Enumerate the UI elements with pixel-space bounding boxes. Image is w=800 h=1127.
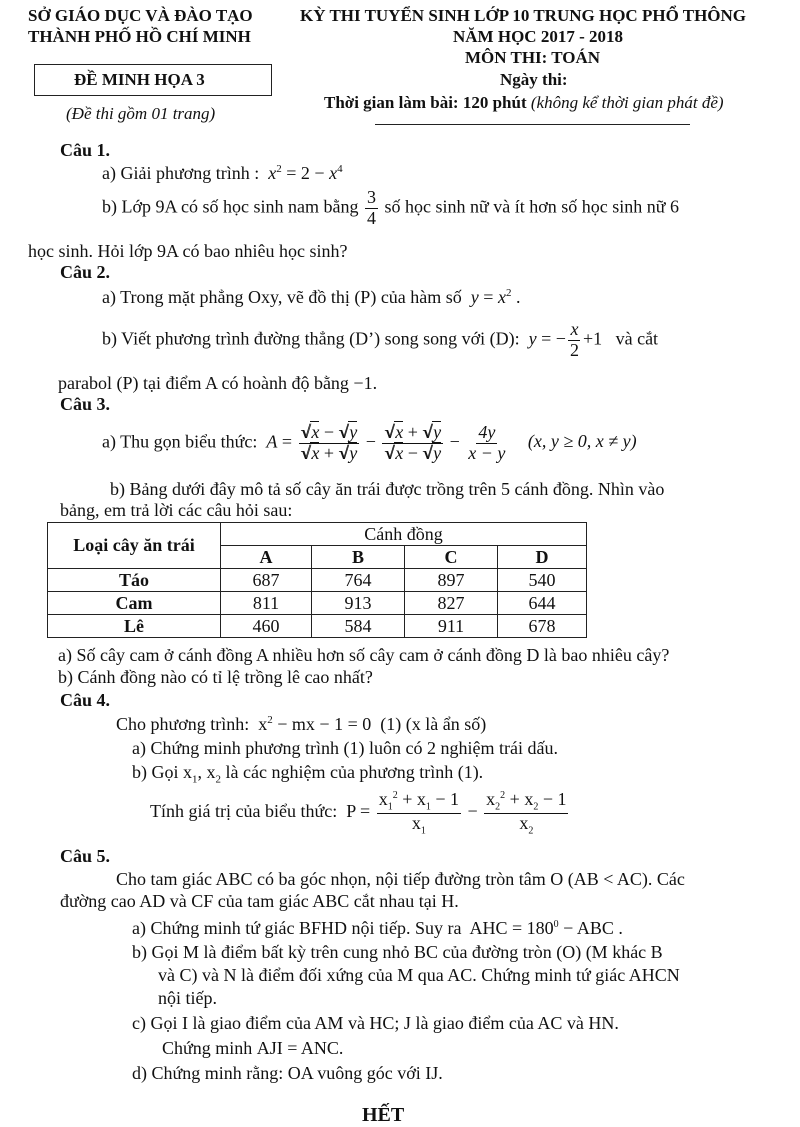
header-rule xyxy=(375,124,690,125)
q4-calc: Tính giá trị của biểu thức: P = $\frac{x_1^2 + x_1 - 1}{x_1}$ − $\frac{x_2^2 + x_2 - 1}{x_2}$ xyxy=(150,789,567,837)
table-col-group: Cánh đồng xyxy=(221,523,587,546)
col-d: D xyxy=(498,546,587,569)
q1-title: Câu 1. xyxy=(60,140,111,160)
q3-b: b) Bảng dưới đây mô tả số cây ăn trái được trồng trên 5 cánh đồng. Nhìn vào xyxy=(110,479,665,499)
q3-sub-b: b) Cánh đồng nào có tỉ lệ trồng lê cao nhất? xyxy=(58,667,373,687)
q4-b: b) Gọi $x_1$, $x_2$ là các nghiệm của phương trình (1). xyxy=(132,762,484,786)
q3-sub-a: a) Số cây cam ở cánh đồng A nhiều hơn số cây cam ở cánh đồng D là bao nhiêu cây? xyxy=(58,645,670,665)
q4-a: a) Chứng minh phương trình (1) luôn có 2 nghiệm trái dấu. xyxy=(132,738,558,758)
school-year: NĂM HỌC 2017 - 2018 xyxy=(453,27,623,46)
q5-a: a) Chứng minh tứ giác BFHD nội tiếp. Suy ra AHC = $180^0$ − ABC . xyxy=(132,918,623,938)
q5-title: Câu 5. xyxy=(60,846,111,866)
q4-title: Câu 4. xyxy=(60,690,111,710)
q1-b-cont: học sinh. Hỏi lớp 9A có bao nhiêu học sinh? xyxy=(28,241,348,261)
q3-title: Câu 3. xyxy=(60,394,111,414)
table-row-header: Loại cây ăn trái xyxy=(48,523,221,569)
q2-b: b) Viết phương trình đường thẳng (D’) song song với (D): y = − $\frac{x}{2}$ +1 và cắt xyxy=(102,319,659,360)
pages-note: (Đề thi gồm 01 trang) xyxy=(66,104,216,123)
q1-b: b) Lớp 9A có số học sinh nam bằng $\frac{3}{4}$ số học sinh nữ và ít hơn số học sinh nữ 6 xyxy=(102,187,680,228)
q3-b-cont: bảng, em trả lời các câu hỏi sau: xyxy=(60,500,293,520)
q2-a: a) Trong mặt phẳng Oxy, vẽ đồ thị (P) của hàm số $y = x^2$ . xyxy=(102,287,521,307)
q5-b-cont: và C) và N là điểm đối xứng của M qua AC. Chứng minh tứ giác AHCN xyxy=(158,965,680,985)
table-row: Táo 687 764 897 540 xyxy=(48,569,587,592)
sample-title: ĐỀ MINH HỌA 3 xyxy=(74,70,205,89)
fruit-table xyxy=(47,522,587,638)
q3-a: a) Thu gọn biểu thức: A = $\frac{√√ x - √√ y}{√√ x + √√ y}$ − $\frac{√√ x + √√ y}{√√ x - √√ y}$ − $\frac{4y}{x - y}$ (x, y ≥ 0, x ≠ y) xyxy=(102,423,637,464)
dept-name: SỞ GIÁO DỤC VÀ ĐÀO TẠO xyxy=(28,6,253,25)
table-row: Cam 811 913 827 644 xyxy=(48,592,587,615)
table-row: Lê 460 584 911 678 xyxy=(48,615,587,638)
time-limit: Thời gian làm bài: 120 phút (không kể thời gian phát đề) xyxy=(324,93,724,112)
footer-end: HẾT xyxy=(362,1104,405,1126)
q5-intro: Cho tam giác ABC có ba góc nhọn, nội tiếp đường tròn tâm O (AB < AC). Các xyxy=(116,869,685,889)
q2-b-cont: parabol (P) tại điểm A có hoành độ bằng −1. xyxy=(58,373,378,393)
q5-c-cont: Chứng minh AJI = ANC. xyxy=(162,1038,344,1058)
q2-title: Câu 2. xyxy=(60,262,111,282)
col-c: C xyxy=(405,546,498,569)
q5-d: d) Chứng minh rằng: OA vuông góc với IJ. xyxy=(132,1063,443,1083)
q1-a: a) Giải phương trình : $x^2 = 2 - x^4$ xyxy=(102,163,343,183)
exam-date: Ngày thi: xyxy=(500,70,568,89)
q5-c: c) Gọi I là giao điểm của AM và HC; J là giao điểm của AC và HN. xyxy=(132,1013,619,1033)
col-a: A xyxy=(221,546,312,569)
exam-title: KỲ THI TUYỂN SINH LỚP 10 TRUNG HỌC PHỔ THÔNG xyxy=(300,6,747,25)
q5-intro-cont: đường cao AD và CF của tam giác ABC cắt nhau tại H. xyxy=(60,891,459,911)
q5-b-cont2: nội tiếp. xyxy=(158,988,217,1008)
subject: MÔN THI: TOÁN xyxy=(465,48,601,67)
q4-intro: Cho phương trình: $x^2$ − mx − 1 = 0 (1) (x là ẩn số) xyxy=(116,714,487,734)
q5-b: b) Gọi M là điểm bất kỳ trên cung nhỏ BC của đường tròn (O) (M khác B xyxy=(132,942,663,962)
col-b: B xyxy=(312,546,405,569)
city-name: THÀNH PHỐ HỒ CHÍ MINH xyxy=(28,27,251,46)
